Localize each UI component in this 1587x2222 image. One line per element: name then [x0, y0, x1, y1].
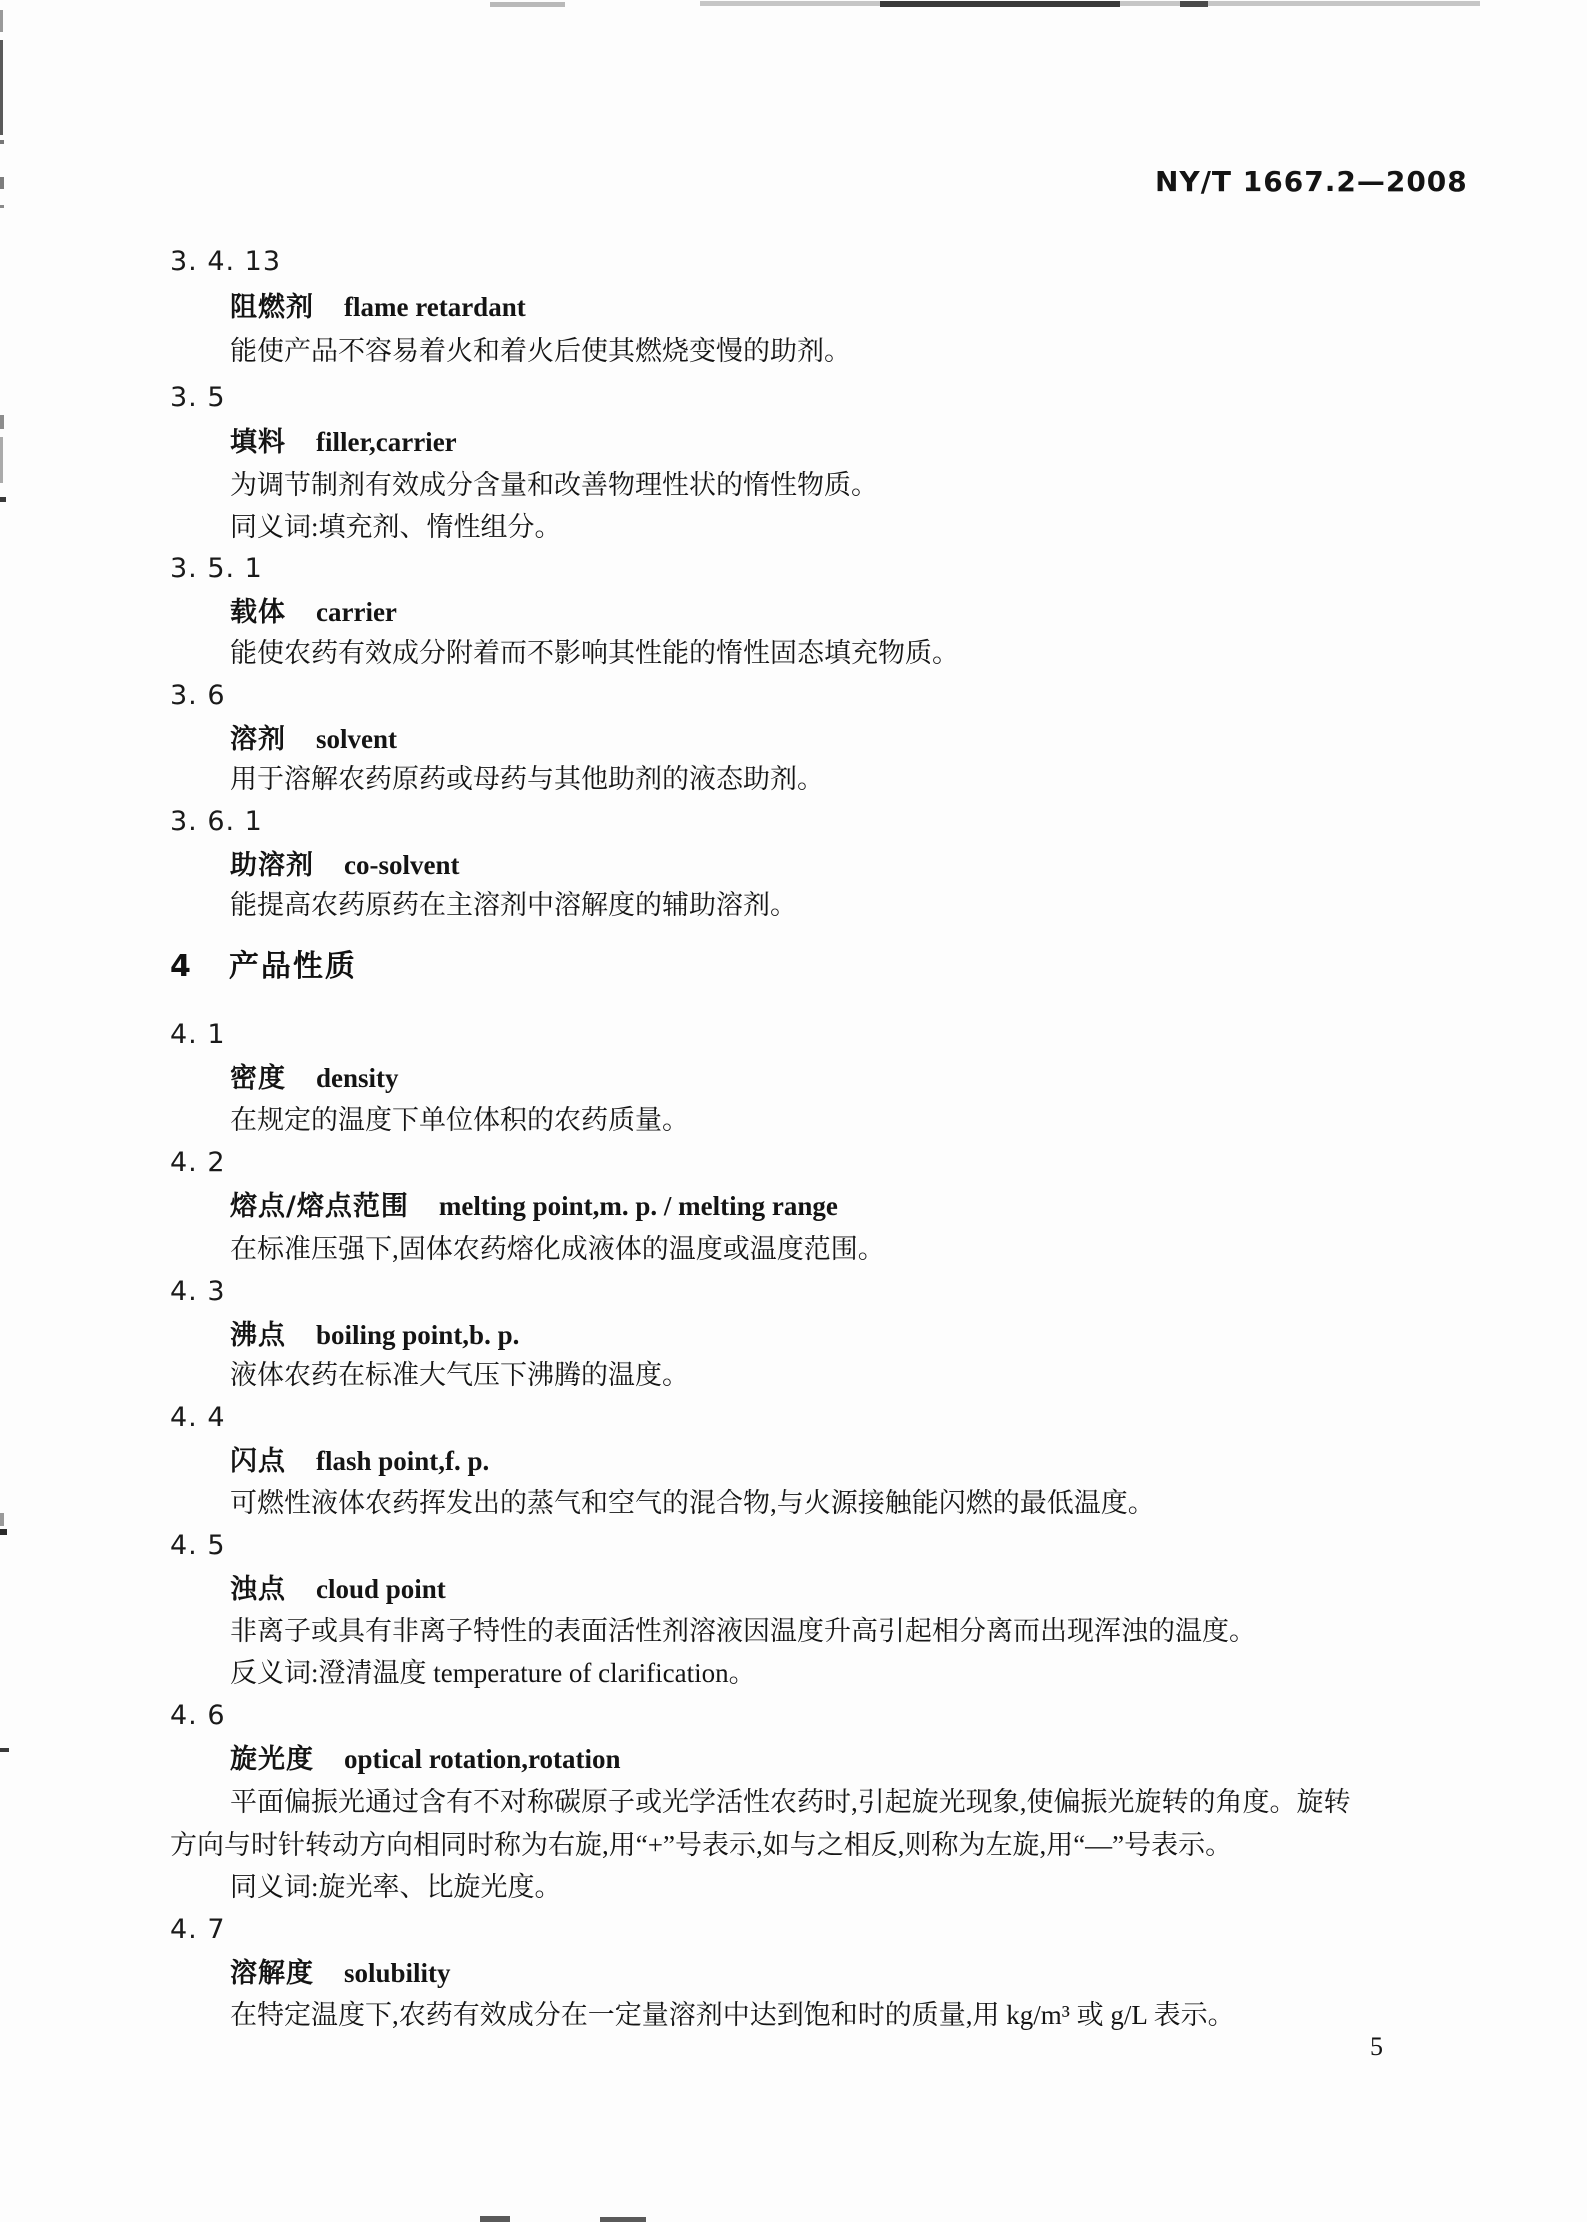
- scan-artifact: [490, 2, 565, 7]
- term-line: [230, 425, 457, 460]
- section-number: 3. 6. 1: [170, 806, 263, 837]
- chapter-title: 产品性质: [228, 949, 357, 984]
- scan-artifact: [600, 2217, 646, 2222]
- term-line: [230, 1572, 446, 1607]
- scan-artifact: [0, 10, 3, 32]
- term-chinese: 闪点: [230, 1446, 286, 1477]
- definition: 能提高农药原药在主溶剂中溶解度的辅助溶剂。: [230, 890, 797, 920]
- chapter-heading: [170, 950, 357, 984]
- term-line: [230, 1318, 519, 1353]
- definition: 能使农药有效成分附着而不影响其性能的惰性固态填充物质。: [230, 638, 959, 668]
- section-number: 3. 5: [170, 382, 226, 413]
- scan-artifact: [0, 40, 3, 135]
- definition: 在特定温度下,农药有效成分在一定量溶剂中达到饱和时的质量,用 kg/m³ 或 g/L 表示。: [230, 2000, 1235, 2030]
- term-line: [230, 1189, 838, 1224]
- definition: 用于溶解农药原药或母药与其他助剂的液态助剂。: [230, 764, 824, 794]
- definition: 在规定的温度下单位体积的农药质量。: [230, 1105, 689, 1135]
- definition: 平面偏振光通过含有不对称碳原子或光学活性农药时,引起旋光现象,使偏振光旋转的角度。旋转: [230, 1787, 1351, 1817]
- definition: 能使产品不容易着火和着火后使其燃烧变慢的助剂。: [230, 336, 851, 366]
- term-line: [230, 1742, 621, 1777]
- scan-artifact: [1180, 1, 1208, 7]
- term-english: filler,carrier: [316, 427, 457, 457]
- term-chinese: 密度: [230, 1063, 286, 1094]
- term-line: [230, 1061, 399, 1096]
- term-english: flame retardant: [344, 292, 526, 322]
- chapter-number: 4: [170, 949, 191, 984]
- page-number: 5: [1370, 2032, 1383, 2061]
- term-line: [230, 595, 397, 630]
- definition: 为调节制剂有效成分含量和改善物理性状的惰性物质。: [230, 470, 878, 500]
- term-line: [230, 1444, 489, 1479]
- scan-artifact: [0, 205, 4, 208]
- synonym-note: 同义词:旋光率、比旋光度。: [230, 1872, 562, 1902]
- term-line: [230, 1956, 451, 1991]
- definition: 可燃性液体农药挥发出的蒸气和空气的混合物,与火源接触能闪燃的最低温度。: [230, 1488, 1155, 1518]
- term-english: carrier: [316, 597, 397, 627]
- section-number: 4. 2: [170, 1147, 226, 1178]
- scan-artifact: [480, 2216, 510, 2222]
- term-english: boiling point,b. p.: [316, 1320, 520, 1350]
- scan-artifact: [0, 1529, 7, 1535]
- term-chinese: 载体: [230, 597, 286, 628]
- scan-artifact: [0, 1513, 4, 1526]
- term-chinese: 溶解度: [230, 1958, 314, 1989]
- antonym-note: 反义词:澄清温度 temperature of clarification。: [230, 1658, 756, 1688]
- scan-artifact: [0, 415, 4, 429]
- term-chinese: 阻燃剂: [230, 292, 314, 323]
- scan-artifact: [880, 1, 1120, 7]
- section-number: 4. 7: [170, 1914, 226, 1945]
- term-english: solubility: [344, 1958, 451, 1988]
- term-chinese: 助溶剂: [230, 850, 314, 881]
- scan-artifact: [0, 1748, 9, 1752]
- term-chinese: 旋光度: [230, 1744, 314, 1775]
- term-chinese: 熔点/熔点范围: [230, 1191, 409, 1222]
- term-english: flash point,f. p.: [316, 1446, 490, 1476]
- definition: 非离子或具有非离子特性的表面活性剂溶液因温度升高引起相分离而出现浑浊的温度。: [230, 1616, 1256, 1646]
- term-english: optical rotation,rotation: [344, 1744, 621, 1774]
- scan-artifact: [0, 437, 3, 483]
- section-number: 3. 6: [170, 680, 226, 711]
- standard-code-header: NY/T 1667.2—2008: [1155, 165, 1468, 198]
- scan-artifact: [0, 177, 4, 189]
- definition: 液体农药在标准大气压下沸腾的温度。: [230, 1360, 689, 1390]
- definition: 方向与时针转动方向相同时称为右旋,用“+”号表示,如与之相反,则称为左旋,用“—”号表示。: [170, 1830, 1233, 1860]
- term-chinese: 填料: [230, 427, 286, 458]
- section-number: 4. 6: [170, 1700, 226, 1731]
- section-number: 4. 3: [170, 1276, 226, 1307]
- term-line: [230, 290, 526, 325]
- term-english: cloud point: [316, 1574, 446, 1604]
- term-line: [230, 722, 397, 757]
- term-english: melting point,m. p. / melting range: [438, 1191, 838, 1221]
- synonym-note: 同义词:填充剂、惰性组分。: [230, 512, 562, 542]
- section-number: 4. 5: [170, 1530, 226, 1561]
- section-number: 3. 5. 1: [170, 553, 263, 584]
- term-chinese: 溶剂: [230, 724, 286, 755]
- term-line: [230, 848, 459, 883]
- section-number: 3. 4. 13: [170, 246, 282, 277]
- term-english: solvent: [316, 724, 397, 754]
- definition: 在标准压强下,固体农药熔化成液体的温度或温度范围。: [230, 1234, 885, 1264]
- scan-artifact: [0, 140, 4, 144]
- section-number: 4. 4: [170, 1402, 226, 1433]
- term-english: density: [316, 1063, 399, 1093]
- scan-artifact: [0, 497, 6, 502]
- section-number: 4. 1: [170, 1019, 226, 1050]
- term-chinese: 浊点: [230, 1574, 286, 1605]
- term-english: co-solvent: [344, 850, 460, 880]
- term-chinese: 沸点: [230, 1320, 286, 1351]
